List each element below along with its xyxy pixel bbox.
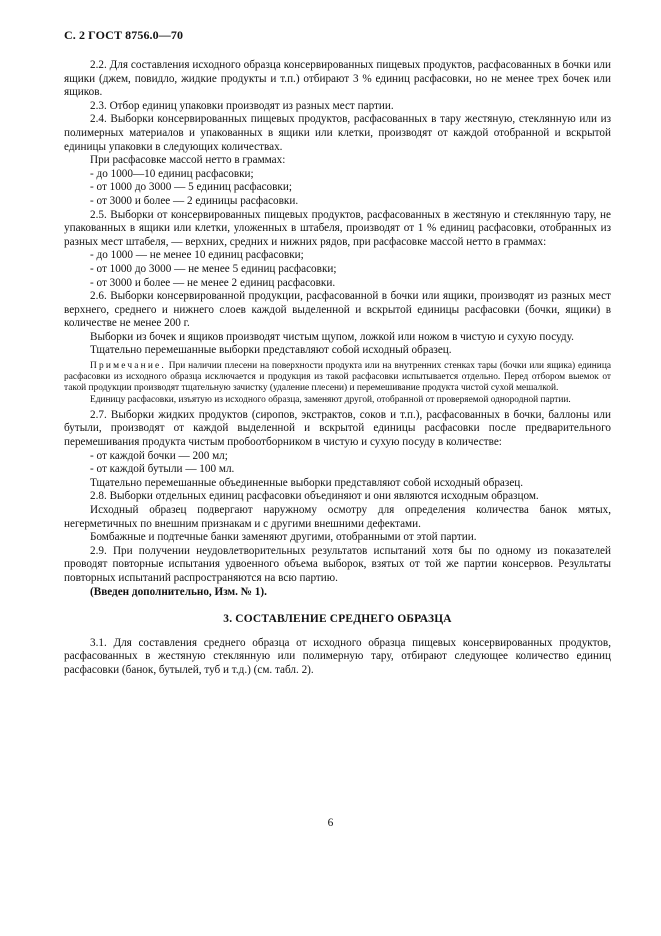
paragraph-2-9: 2.9. При получении неудовлетворительных результатов испытаний хотя бы по одному из показателей проводят повторные испытания удвоенного объема выборок, взятых от той же партии консервов. Результаты повторных испытаний распространяются на всю партию. <box>64 544 611 584</box>
section-title: 3. СОСТАВЛЕНИЕ СРЕДНЕГО ОБРАЗЦА <box>223 613 452 626</box>
paragraph-mixed-samples: Тщательно перемешанные выборки представляют собой исходный образец. <box>90 344 452 357</box>
list-item: - до 1000 — не менее 10 единиц расфасовки; <box>90 249 304 262</box>
page-header: С. 2 ГОСТ 8756.0—70 <box>64 28 184 42</box>
note-block <box>64 361 611 406</box>
note-paragraph-2: Единицу расфасовки, изъятую из исходного образца, заменяют другой, отобранной от проверяемой однородной партии. <box>90 394 571 405</box>
page-number: 6 <box>327 817 334 829</box>
amendment-note: (Введен дополнительно, Изм. № 1). <box>90 585 267 598</box>
paragraph-2-6: 2.6. Выборки консервированной продукции, расфасованной в бочки или ящики, производят из разных мест верхнего, среднего и нижнего слоев каждой выделенной и вскрытой единицы расфасовки (бочки, ящики) в количестве не менее 200 г. <box>64 290 611 330</box>
paragraph-mass-intro: При расфасовке массой нетто в граммах: <box>90 154 286 167</box>
note-paragraph <box>64 361 611 395</box>
list-item: - от 1000 до 3000 — не менее 5 единиц расфасовки; <box>90 262 337 275</box>
list-item: - от 1000 до 3000 — 5 единиц расфасовки; <box>90 181 292 194</box>
paragraph-sampling-tools: Выборки из бочек и ящиков производят чистым щупом, ложкой или ножом в чистую и сухую посуду. <box>90 330 574 343</box>
paragraph-swollen-cans: Бомбажные и подтечные банки заменяют другими, отобранными от этой партии. <box>90 531 477 544</box>
list-item: - от 3000 и более — 2 единицы расфасовки. <box>90 194 299 207</box>
paragraph-2-3: 2.3. Отбор единиц упаковки производят из разных мест партии. <box>90 99 394 112</box>
paragraph-2-4: 2.4. Выборки консервированных пищевых продуктов, расфасованных в тару жестяную, стеклянную или из полимерных материалов и упакованных в ящики или клетки, производят от каждой отобранной и вскрытой единицы упаковки в следующих количествах. <box>64 113 611 153</box>
document-body <box>64 59 611 358</box>
paragraph-2-8: 2.8. Выборки отдельных единиц расфасовки объединяют и они являются исходным образцом. <box>90 490 539 503</box>
list-item: - от каждой бочки — 200 мл; <box>90 449 228 462</box>
note-label: Примечание. <box>90 361 166 372</box>
paragraph-2-5: 2.5. Выборки от консервированных пищевых продуктов, расфасованных в жестяную и стеклянную тару, не упакованных в ящики или клетки, уложенных в штабеля, производят от 1 % единиц расфасовки, отобранных из разных мест штабеля, — верхних, средних и нижних рядов, при расфасовке массой нетто в граммах: <box>64 208 611 248</box>
list-item: - до 1000—10 единиц расфасовки; <box>90 167 254 180</box>
list-item: - от 3000 и более — не менее 2 единиц расфасовки. <box>90 276 336 289</box>
note-text: При наличии плесени на поверхности продукта или на внутренних стенках тары (бочки или ящика) единица расфасовки из исходного образца исключается и продукция из такой расфасовки испытывается отдельно. Перед отбором выемок от такой продукции производят тщательную зачистку (удаление плесени) и перемешивание продукта чистой сухой мешалкой. <box>64 361 611 394</box>
paragraph-combined-samples: Тщательно перемешанные объединенные выборки представляют собой исходный образец. <box>90 476 524 489</box>
paragraph-2-7: 2.7. Выборки жидких продуктов (сиропов, экстрактов, соков и т.п.), расфасованных в бочки, баллоны или бутыли, производят от каждой выделенной и вскрытой единицы расфасовки после предварительного перемешивания продукта чистым пробоотборником в чистую и сухую посуду в количестве: <box>64 408 611 449</box>
document-body-continued <box>64 409 611 678</box>
paragraph-2-2: 2.2. Для составления исходного образца консервированных пищевых продуктов, расфасованных в бочки или ящики (джем, повидло, жидкие продукты и т.п.) отбирают 3 % единиц расфасовки, но не менее трех бочек или ящиков. <box>64 59 611 99</box>
paragraph-inspection: Исходный образец подвергают наружному осмотру для определения количества банок мятых, негерметичных по внешним признакам и с другими внешними дефектами. <box>64 504 611 530</box>
paragraph-3-1: 3.1. Для составления среднего образца от исходного образца пищевых консервированных продуктов, расфасованных в жестяную стеклянную или полимерную тару, отбирают следующее количество единиц расфасовки (банок, бутылей, туб и т.д.) (см. табл. 2). <box>64 636 611 676</box>
list-item: - от каждой бутыли — 100 мл. <box>90 463 235 476</box>
